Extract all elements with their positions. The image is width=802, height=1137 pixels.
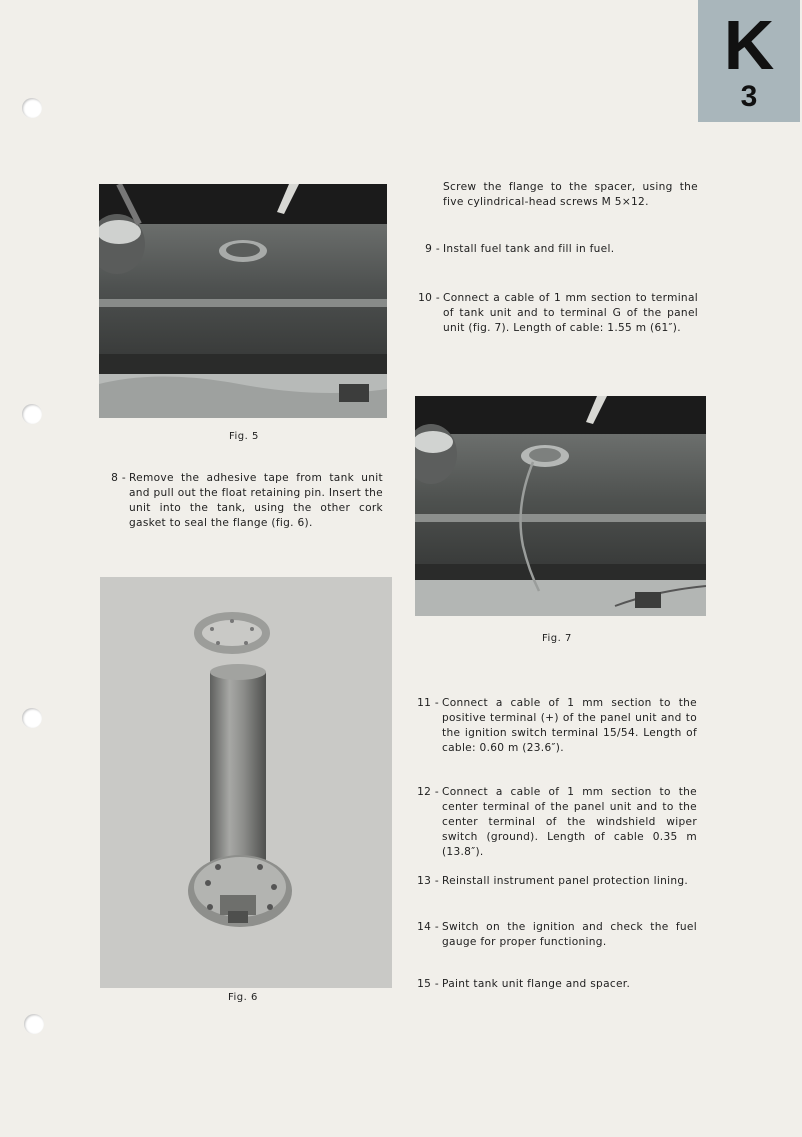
section-letter: K bbox=[723, 6, 775, 84]
step-text: Paint tank unit flange and spacer. bbox=[442, 978, 631, 990]
step-12 bbox=[415, 785, 697, 860]
binder-hole bbox=[22, 404, 42, 424]
step-14 bbox=[415, 920, 697, 950]
step-9 bbox=[416, 242, 698, 257]
step-text: Reinstall instrument panel protection lining. bbox=[442, 875, 689, 887]
fig-7-photo bbox=[415, 396, 706, 616]
step-text: Switch on the ignition and check the fuel gauge for proper functioning. bbox=[442, 921, 697, 948]
step-number: 12 - bbox=[417, 786, 439, 798]
step-number: 15 - bbox=[417, 978, 439, 990]
fig-7-caption: Fig. 7 bbox=[542, 633, 572, 644]
step-text: Connect a cable of 1 mm section to the center terminal of the panel unit and to the center terminal of the windshield wiper switch (ground). Length of cable 0.35 m (13.8″). bbox=[442, 786, 697, 858]
step-13 bbox=[415, 874, 697, 889]
step-text: Connect a cable of 1 mm section to terminal of tank unit and to terminal G of the panel unit (fig. 7). Length of cable: 1.55 m (61″). bbox=[443, 292, 698, 334]
step-text: Connect a cable of 1 mm section to the positive terminal (+) of the panel unit and to the ignition switch terminal 15/54. Length of cable: 0.60 m (23.6″). bbox=[442, 697, 697, 754]
fig-6-photo bbox=[100, 577, 392, 988]
step-number: 8 - bbox=[111, 472, 126, 484]
step-text: Install fuel tank and fill in fuel. bbox=[443, 243, 615, 255]
section-tab bbox=[698, 0, 800, 122]
step-15 bbox=[415, 977, 697, 992]
binder-hole bbox=[22, 98, 42, 118]
step-text: Remove the adhesive tape from tank unit and pull out the float retaining pin. Insert the unit into the tank, using the other cork gasket to seal the flange (fig. 6). bbox=[129, 472, 383, 529]
step-11 bbox=[415, 696, 697, 756]
step-number: 9 - bbox=[425, 243, 440, 255]
step-10 bbox=[416, 291, 698, 336]
binder-hole bbox=[22, 708, 42, 728]
step-number: 13 - bbox=[417, 875, 439, 887]
fig-5-photo bbox=[99, 184, 387, 418]
fig-5-caption: Fig. 5 bbox=[229, 431, 259, 442]
step-8 bbox=[102, 471, 383, 531]
step-number: 14 - bbox=[417, 921, 439, 933]
step-number: 10 - bbox=[418, 292, 440, 304]
binder-hole bbox=[24, 1014, 44, 1034]
fig-6-caption: Fig. 6 bbox=[228, 992, 258, 1003]
step-number: 11 - bbox=[417, 697, 439, 709]
intro-paragraph: Screw the flange to the spacer, using the five cylindrical-head screws M 5×12. bbox=[443, 181, 698, 208]
section-number: 3 bbox=[740, 80, 758, 113]
